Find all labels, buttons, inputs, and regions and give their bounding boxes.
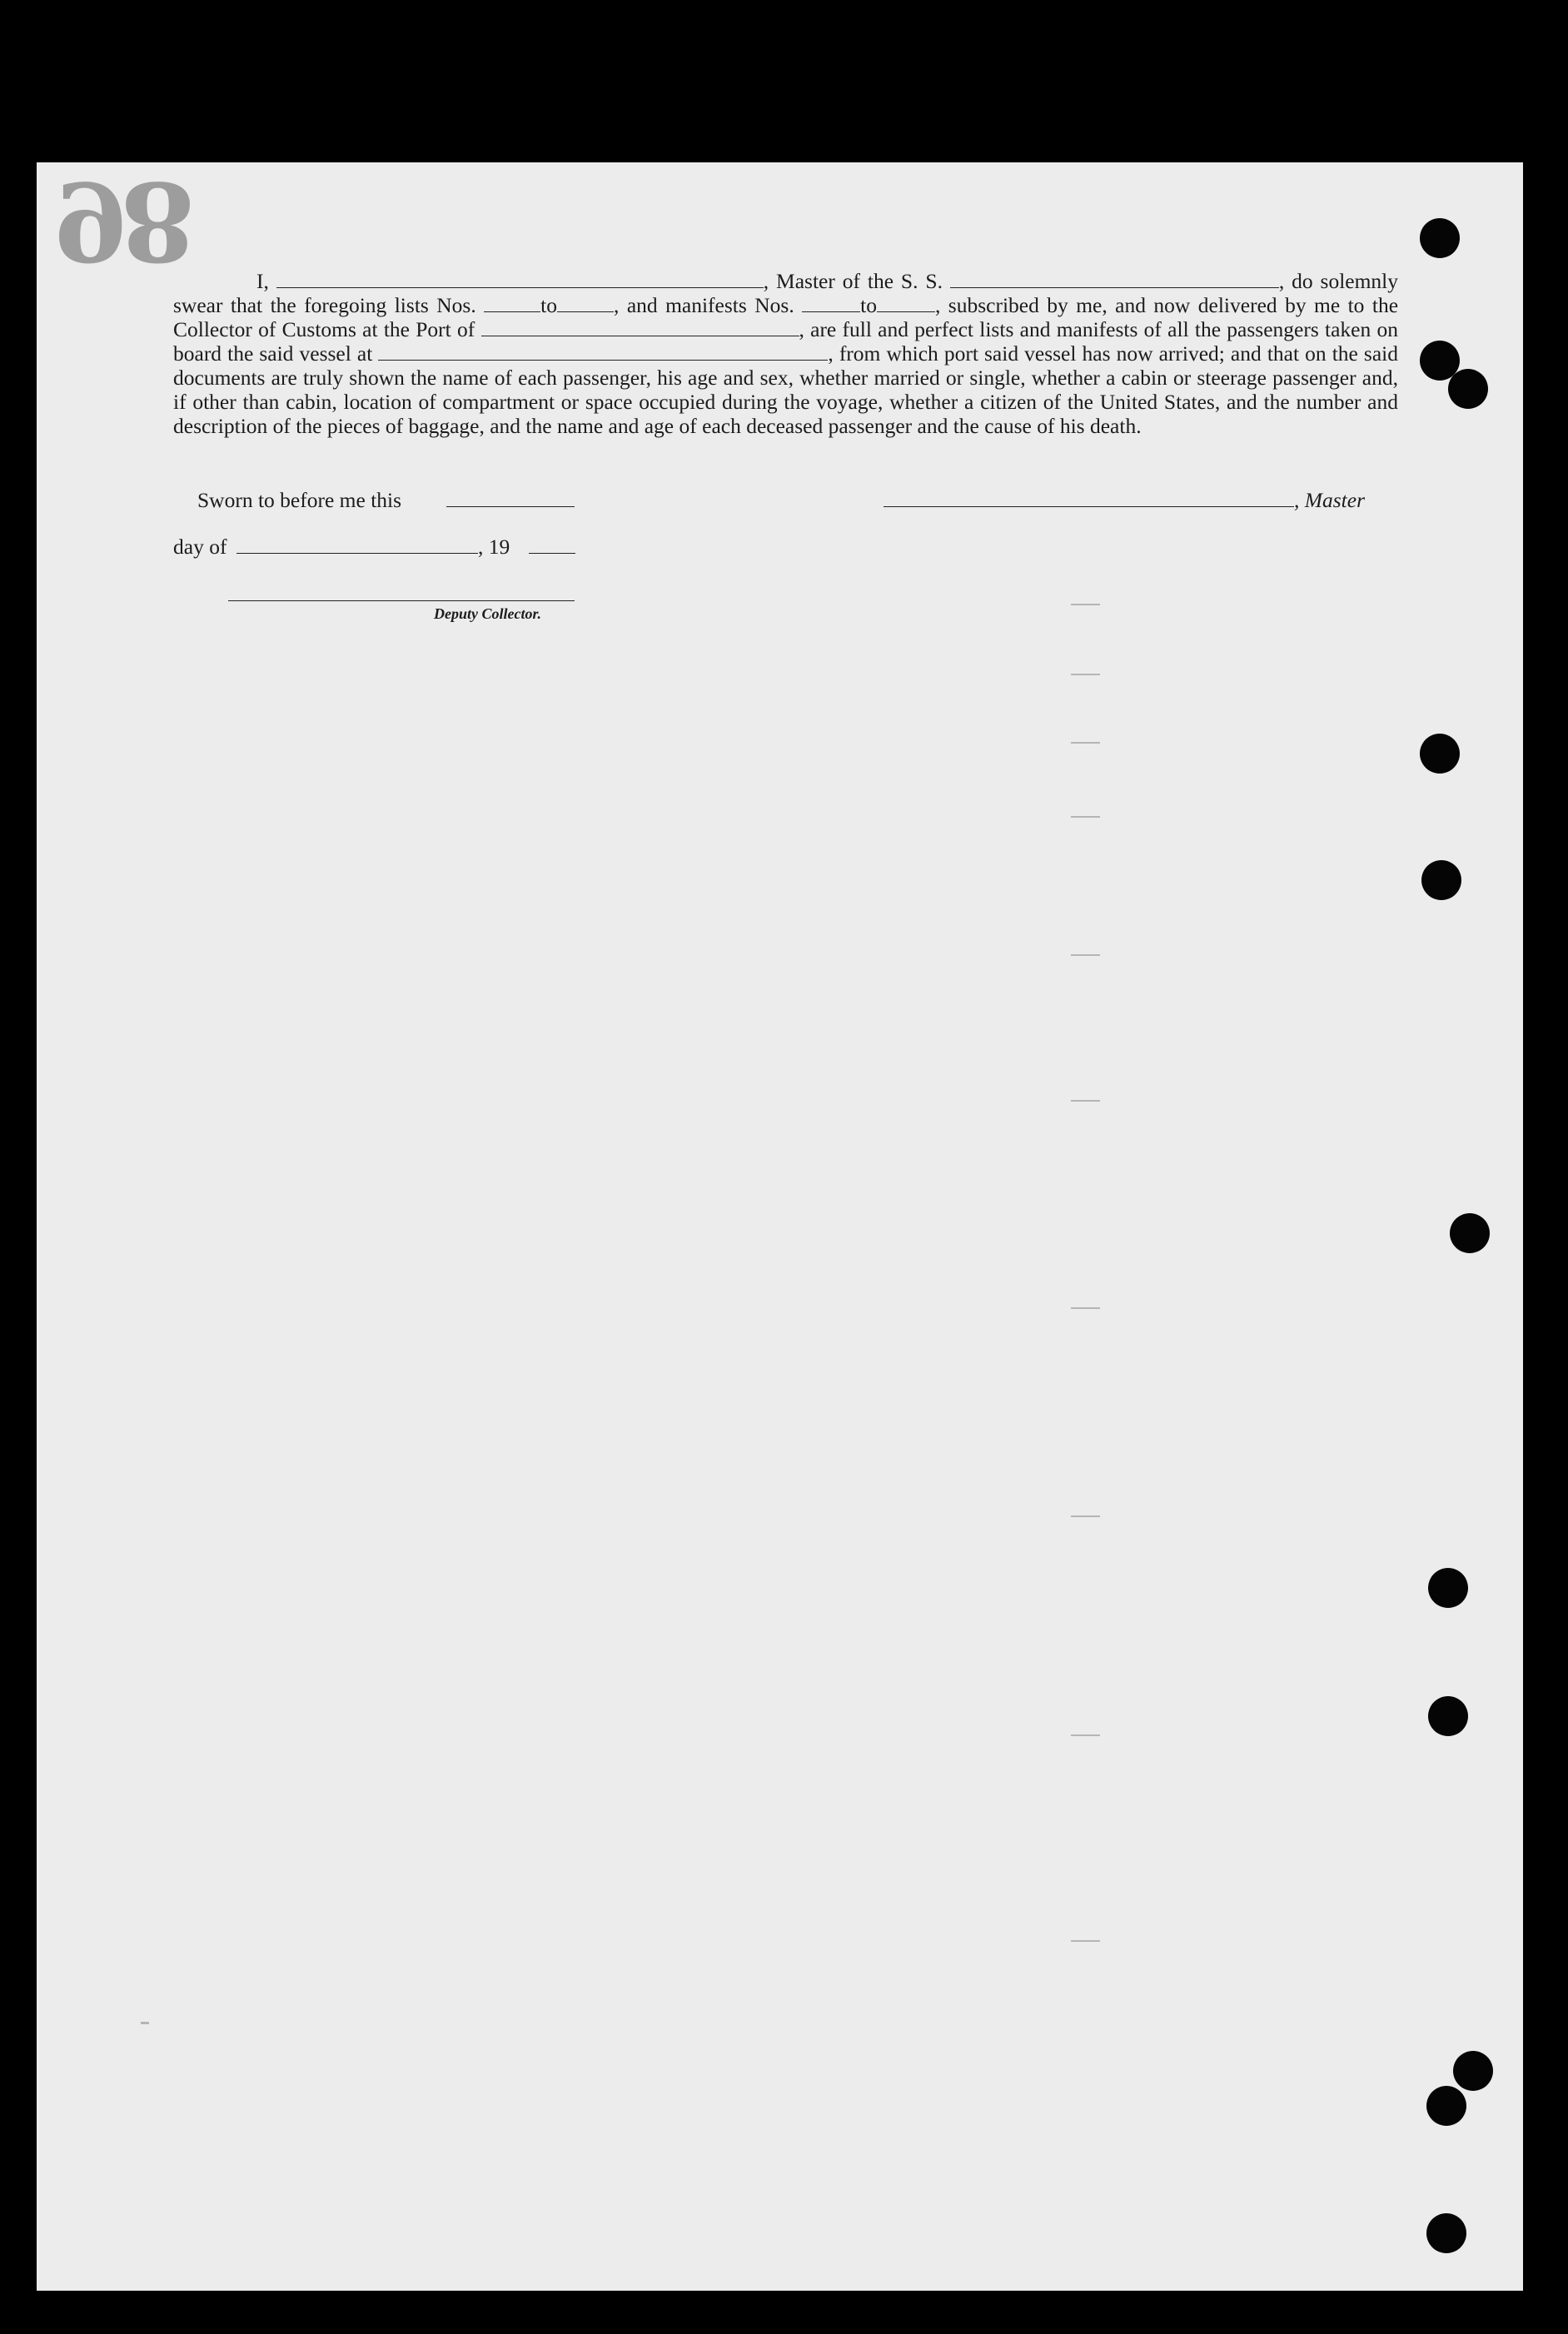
master-name-blank[interactable] [276,286,764,288]
oath-subscribed: , subscribed by me, and now delivered by me to the Collector of Customs at the Port of [173,293,1399,341]
bleed-mark [1071,1307,1100,1309]
oath-to-1: to [540,293,558,317]
oath-to-2: to [860,293,877,317]
year-line[interactable] [529,553,575,554]
bleed-mark [1071,742,1100,744]
sworn-label: Sworn to before me this [197,488,402,512]
bleed-mark [1071,816,1100,818]
list-from-blank[interactable] [484,311,540,312]
year-prefix-label: , 19 [478,535,510,559]
bleed-mark [141,2022,149,2023]
ship-name-blank[interactable] [950,286,1279,288]
manifest-to-blank[interactable] [877,311,935,312]
month-line[interactable] [236,553,478,554]
page-number-stamp: 98 [53,157,187,285]
bleed-mark [1071,674,1100,675]
list-to-blank[interactable] [557,311,614,312]
port-of-arrival-blank[interactable] [481,335,799,336]
manifest-from-blank[interactable] [802,311,860,312]
oath-rest: , from which port said vessel has now arrived; and that on the said documents are truly shown the name of each passenger, his age and sex, whether married or single, whether a cabin or steerage passenger and, if other than cabin, location of compartment or space occupied during the voyage, whether a citizen of the United States, and the number and description of the pieces of baggage, and the name and age of each deceased passenger and the cause of his death. [173,341,1399,438]
punch-hole [1428,1696,1468,1736]
punch-hole [1428,1568,1468,1608]
bleed-mark [1071,604,1100,605]
oath-and-manifests: , and manifests Nos. [614,293,794,317]
punch-hole [1453,2051,1493,2091]
deputy-collector-label: Deputy Collector. [434,605,541,622]
oath-full-perfect: , are full and perfect lists and manifests of all the passengers taken on board the said vessel at [173,317,1399,366]
punch-hole [1450,1213,1490,1253]
oath-master-of: , Master of the S. S. [763,269,943,293]
punch-hole [1420,218,1460,258]
punch-hole [1426,2213,1466,2253]
sworn-day-line[interactable] [446,506,575,507]
day-of-label: day of [173,535,227,559]
bleed-mark [1071,1515,1100,1517]
master-signature-line[interactable] [884,506,1294,507]
port-of-departure-blank[interactable] [378,359,828,361]
deputy-signature-line[interactable] [228,600,575,601]
oath-paragraph [173,269,1398,438]
punch-hole [1426,2086,1466,2126]
punch-hole [1448,369,1488,409]
oath-i: I, [256,269,269,293]
bleed-mark [1071,1100,1100,1102]
manifest-page [37,157,1523,2291]
punch-hole [1421,860,1461,900]
bleed-mark [1071,1734,1100,1736]
punch-hole [1420,734,1460,774]
master-label: , Master [1294,488,1365,512]
oath-do-solemnly: , do solemnly swear that the foregoing lists Nos. [173,269,1399,317]
bleed-mark [1071,1940,1100,1942]
bleed-mark [1071,954,1100,956]
